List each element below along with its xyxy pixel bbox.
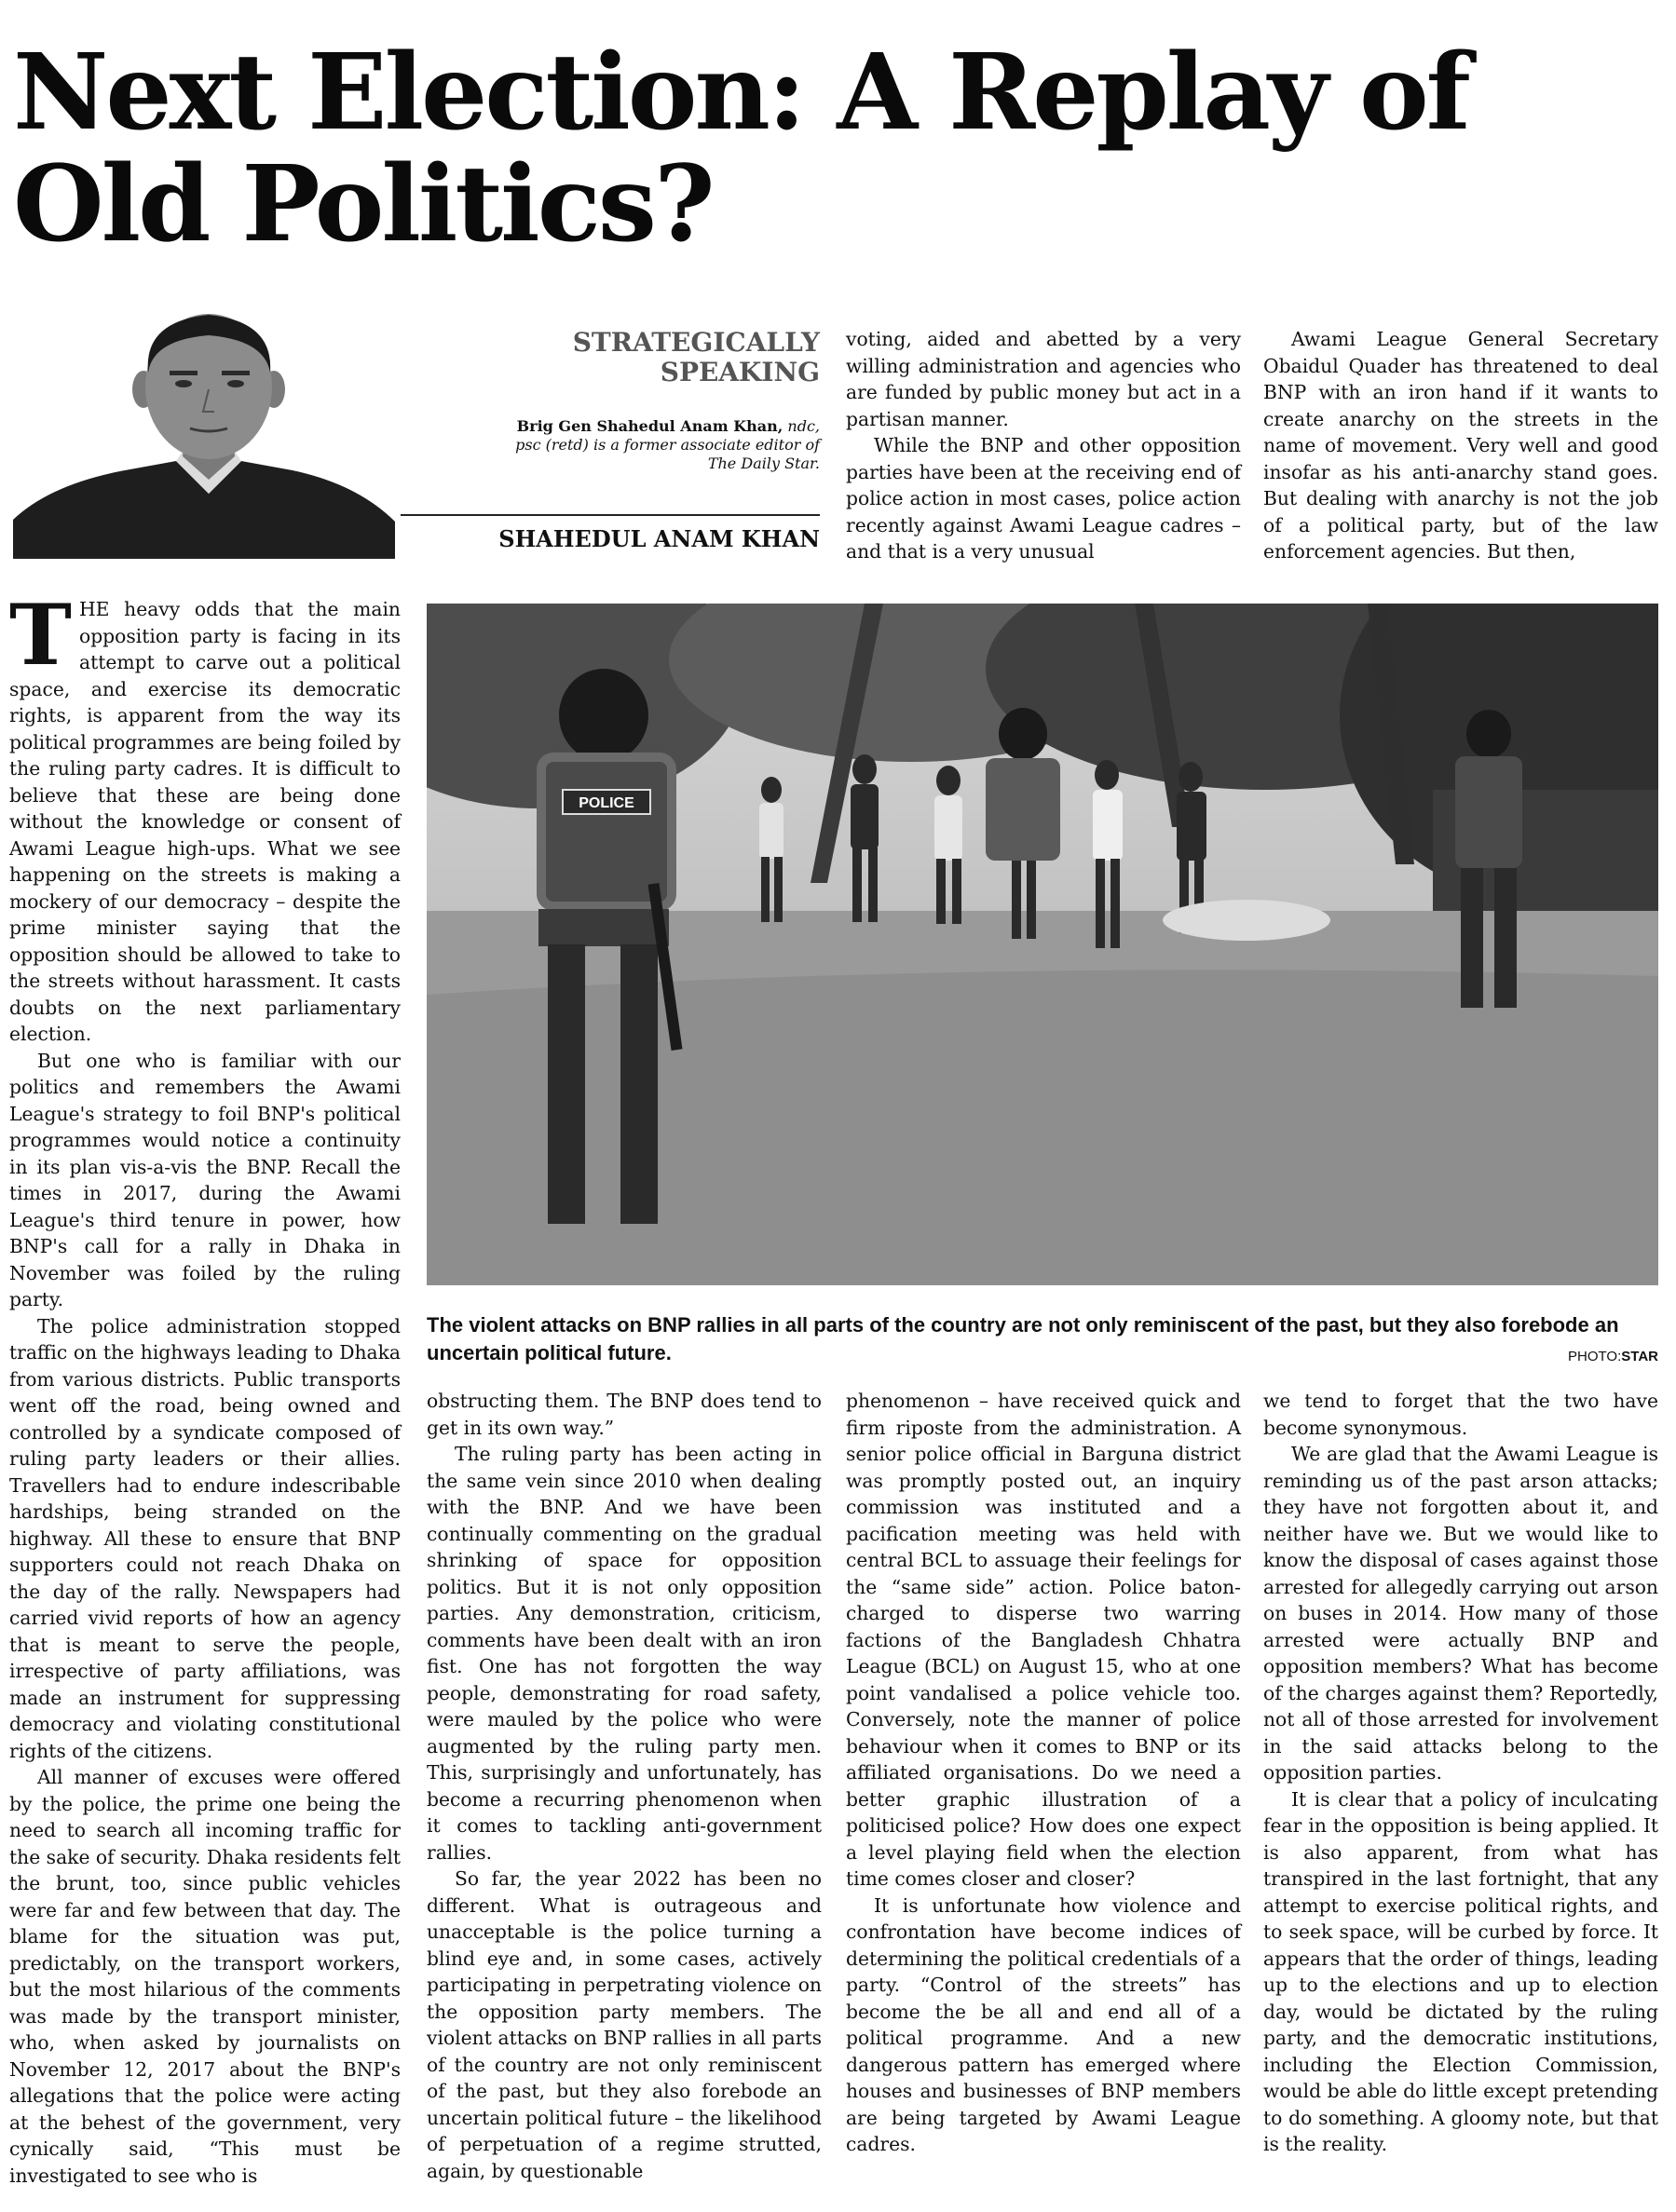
paragraph: All manner of excuses were offered by the police, the prime one being the need to search all incoming traffic for the sake of security. Dhaka residents felt the brunt, too, since public vehicles were far and few between that day. The blame for the situation was put, predictably, on the transport workers, but the most hilarious of the comments was made by the transport minister, who, when asked by journalists on November 12, 2017 about the BNP's allegations that the police were acting at the behest of the government, very cynically said, “This must be investigated to see who is xyxy=(9,1766,401,2187)
paragraph: It is clear that a policy of inculcating fear in the opposition is being applied. It is also apparent, from what has transpired in the last fortnight, that any attempt to exercise political rights, and to seek space, will be curbed by force. It appears that the order of things, leading up to the elections and up to election day, would be dictated by the ruling party, and the democratic institutions, including the Election Commission, would be able do little except pretending to do something. A gloomy note, but that is the reality. xyxy=(1263,1787,1658,2155)
paragraph: voting, aided and abetted by a very willing administration and agencies who are funded by public money but act in a partisan manner. xyxy=(846,328,1241,430)
author-bio-description: ndc, psc (retd) is a former associate editor of The Daily Star. xyxy=(515,417,820,472)
paragraph: We are glad that the Awami League is reminding us of the past arson attacks; they have not forgotten about it, and neither have we. But we would like to know the disposal of cases against those arrested for allegedly carrying out arson on buses in 2014. How many of those arrested were actually BNP and opposition members? What has become of the charges against them? Reportedly, not all of those arrested for involvement in the said attacks belong to the opposition parties. xyxy=(1263,1443,1658,1784)
paragraph: we tend to forget that the two have become synonymous. xyxy=(1263,1390,1658,1439)
article-column-3-bottom xyxy=(846,1388,1241,2158)
paragraph: phenomenon – have received quick and firm riposte from the administration. A senior police official in Barguna district was promptly posted out, an inquiry commission was instituted and a pacification meeting was held with central BCL to assuage their feelings for the “same side” action. Police baton-charged to disperse two warring factions of the Bangladesh Chhatra League (BCL) on August 15, who at one point vandalised a police vehicle too. Conversely, note the manner of police behaviour when it comes to BNP or its affiliated organisations. Do we need a better graphic illustration of a politicised police? How does one expect a level playing field when the election time comes closer and closer? xyxy=(846,1390,1241,1890)
drop-cap: T xyxy=(9,586,72,685)
photo-credit xyxy=(1472,1349,1658,1364)
author-bio xyxy=(503,417,820,473)
article-column-4-top xyxy=(1263,326,1658,565)
photo-caption: The violent attacks on BNP rallies in all parts of the country are not only reminiscent of the past, but they also forebode an uncertain political future. xyxy=(427,1313,1619,1364)
paragraph: obstructing them. The BNP does tend to get in its own way.” xyxy=(427,1390,822,1439)
paragraph xyxy=(9,586,401,1048)
paragraph: The police administration stopped traffic on the highways leading to Dhaka from various districts. Public transports went off the road, being owned and controlled by a syndicate composed of ruling party leaders or their allies. Travellers had to endure indescribable hardships, being stranded on the highway. All these to ensure that BNP supporters could not reach Dhaka on the day of the rally. Newspapers had carried vivid reports of how an agency that is meant to serve the people, irrespective of party affiliations, was made an instrument for suppressing democracy and violating constitutional rights of the citizens. xyxy=(9,1314,401,1762)
paragraph-text: HE heavy odds that the main opposition party is facing in its attempt to carve out a political space, and exercise its democratic rights, is apparent from the way its political programmes are being foiled by the ruling party cadres. It is difficult to believe that these are being done without the knowledge or consent of Awami League high-ups. What we see happening on the streets is making a mockery of our democracy – despite the prime minister saying that the opposition should be allowed to take to the streets without harassment. It casts doubts on the next parliamentary election. xyxy=(9,598,401,1045)
photo-credit-prefix: PHOTO: xyxy=(1568,1349,1622,1364)
article-column-3-top xyxy=(846,326,1241,565)
column-name: STRATEGICALLY SPEAKING xyxy=(572,327,820,387)
paragraph: But one who is familiar with our politics and remembers the Awami League's strategy to foil BNP's political programmes would notice a continuity in its plan vis-a-vis the BNP. Recall the times in 2017, during the Awami League's third tenure in power, how BNP's call for a rally in Dhaka in November was foiled by the ruling party. xyxy=(9,1049,401,1310)
article-column-2 xyxy=(427,1388,822,2184)
paragraph: So far, the year 2022 has been no different. What is outrageous and unacceptable is the police turning a blind eye and, in some cases, actively participating in perpetrating violence on the opposition party members. The violent attacks on BNP rallies in all parts of the country are not only reminiscent of the past, but they also forebode an uncertain political future – the likelihood of perpetuation of a regime strutted, again, by questionable xyxy=(427,1867,822,2182)
news-photo xyxy=(427,604,1658,1285)
article-column-4-bottom xyxy=(1263,1388,1658,2158)
police-vest-label: POLICE xyxy=(579,795,634,811)
byline: SHAHEDUL ANAM KHAN xyxy=(401,514,820,552)
paragraph: It is unfortunate how violence and confrontation have become indices of determining the political credentials of a party. “Control of the streets” has become the be all and end all of a political programme. And a new dangerous pattern has emerged where houses and businesses of BNP members are being targeted by Awami League cadres. xyxy=(846,1893,1241,2155)
paragraph: Awami League General Secretary Obaidul Quader has threatened to deal BNP with an iron hand if it wants to create anarchy on the streets in the name of movement. Very well and good insofar as his anti-anarchy stand goes. But dealing with anarchy is not the job of a political party, but of the law enforcement agencies. But then, xyxy=(1263,328,1658,563)
headline: Next Election: A Replay of Old Politics? xyxy=(13,32,1468,265)
photo-credit-source: STAR xyxy=(1621,1349,1658,1364)
author-portrait-illustration xyxy=(13,307,395,557)
author-portrait xyxy=(13,307,395,559)
author-bio-name: Brig Gen Shahedul Anam Khan, xyxy=(516,417,783,435)
paragraph: While the BNP and other opposition parties have been at the receiving end of police action in most cases, police action recently against Awami League cadres – and that is a very unusual xyxy=(846,434,1241,563)
paragraph: The ruling party has been acting in the same vein since 2010 when dealing with the BNP. And we have been continually commenting on the gradual shrinking of space for opposition politics. But it is not only opposition parties. Any demonstration, criticism, comments have been dealt with an iron fist. One has not forgotten the way people, demonstrating for road safety, were mauled by the police who were augmented by the ruling party men. This, surprisingly and unfortunately, has become a recurring phenomenon when it comes to tackling anti-government rallies. xyxy=(427,1443,822,1864)
article-column-1 xyxy=(9,586,401,2189)
news-photo-illustration xyxy=(427,604,1658,1285)
